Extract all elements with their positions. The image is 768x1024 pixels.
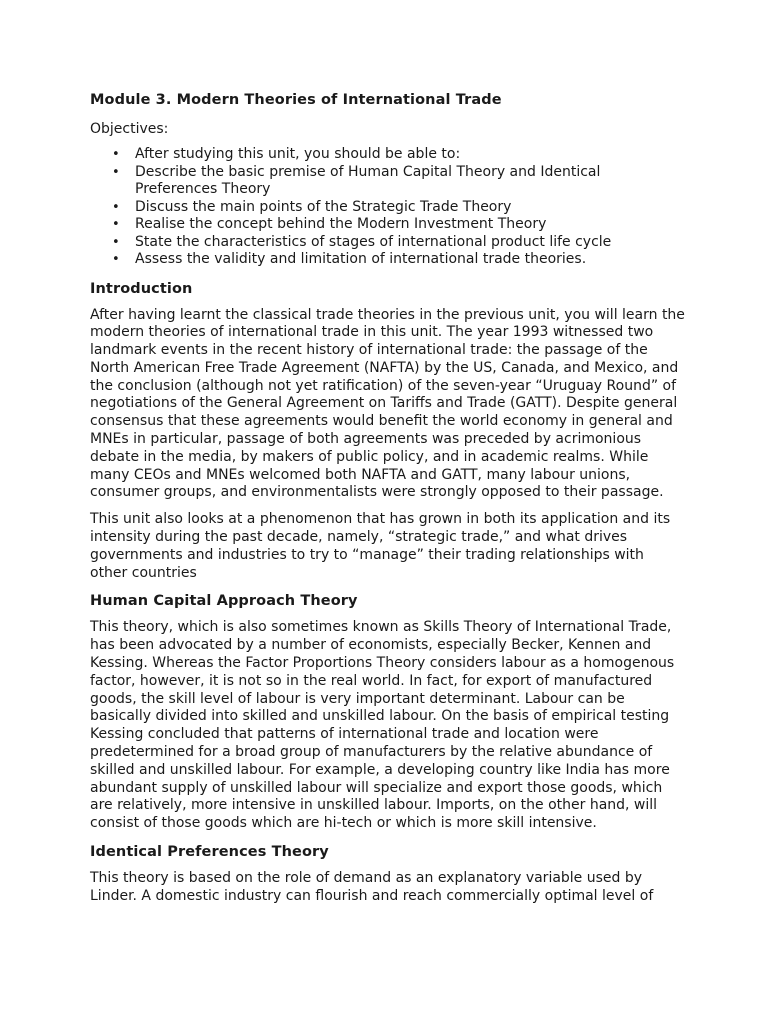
list-item: [90, 234, 690, 252]
bullet-icon: •: [112, 147, 120, 162]
document-title: Module 3. Modern Theories of International Trade: [90, 92, 502, 108]
objectives-label: Objectives:: [90, 121, 169, 137]
paragraph: This unit also looks at a phenomenon that has grown in both its application and its intensity during the past decade, namely, “strategic trade,” and what drives governments and industries to try to “manage” their trading relationships with other countries: [90, 511, 671, 581]
document-page: [90, 90, 690, 915]
paragraph: After having learnt the classical trade theories in the previous unit, you will learn the modern theories of international trade in this unit. The year 1993 witnessed two landmark events in the recent history of international trade: the passage of the North American Free Trade Agreement (NAFTA) by the US, Canada, and Mexico, and the conclusion (although not yet ratification) of the seven-year “Uruguay Round” of negotiations of the General Agreement on Tariffs and Trade (GATT). Despite general consensus that these agreements would benefit the world economy in general and MNEs in particular, passage of both agreements was preceded by acrimonious debate in the media, by makers of public policy, and in academic realms. While many CEOs and MNEs welcomed both NAFTA and GATT, many labour unions, consumer groups, and environmentalists were strongly opposed to their passage.: [90, 306, 685, 501]
paragraph: This theory is based on the role of demand as an explanatory variable used by Linder. A domestic industry can flourish and reach commercially optimal level of: [90, 870, 654, 904]
section-heading-human-capital: Human Capital Approach Theory: [90, 593, 358, 610]
objective-text: State the characteristics of stages of international product life cycle: [135, 233, 612, 250]
objective-text: Discuss the main points of the Strategic Trade Theory: [135, 198, 512, 215]
objectives-list: [90, 146, 690, 269]
objective-text: Realise the concept behind the Modern Investment Theory: [135, 216, 547, 232]
bullet-icon: •: [112, 252, 120, 267]
list-item: [90, 199, 690, 217]
list-item: [90, 164, 690, 199]
objective-text: After studying this unit, you should be able to:: [135, 146, 461, 162]
section-heading-identical-preferences: Identical Preferences Theory: [90, 844, 329, 861]
list-item: [90, 146, 690, 164]
paragraph: This theory, which is also sometimes known as Skills Theory of International Trade, has been advocated by a number of economists, especially Becker, Kennen and Kessing. Whereas the Factor Proportions Theory considers labour as a homogenous factor, however, it is not so in the real world. In fact, for export of manufactured goods, the skill level of labour is very important determinant. Labour can be basically divided into skilled and unskilled labour. On the basis of empirical testing Kessing concluded that patterns of international trade and location were predetermined for a broad group of manufacturers by the relative abundance of skilled and unskilled labour. For example, a developing country like India has more abundant supply of unskilled labour will specialize and export those goods, which are relatively, more intensive in unskilled labour. Imports, on the other hand, will consist of those goods which are hi-tech or which is more skill intensive.: [90, 619, 675, 832]
bullet-icon: •: [112, 217, 120, 232]
bullet-icon: •: [112, 199, 120, 215]
list-item: [90, 216, 690, 234]
objective-text: Describe the basic premise of Human Capital Theory and Identical Preferences Theory: [135, 163, 601, 197]
bullet-icon: •: [112, 164, 120, 180]
objective-text: Assess the validity and limitation of international trade theories.: [135, 251, 587, 267]
bullet-icon: •: [112, 234, 120, 250]
section-heading-introduction: Introduction: [90, 280, 193, 297]
list-item: [90, 251, 690, 269]
